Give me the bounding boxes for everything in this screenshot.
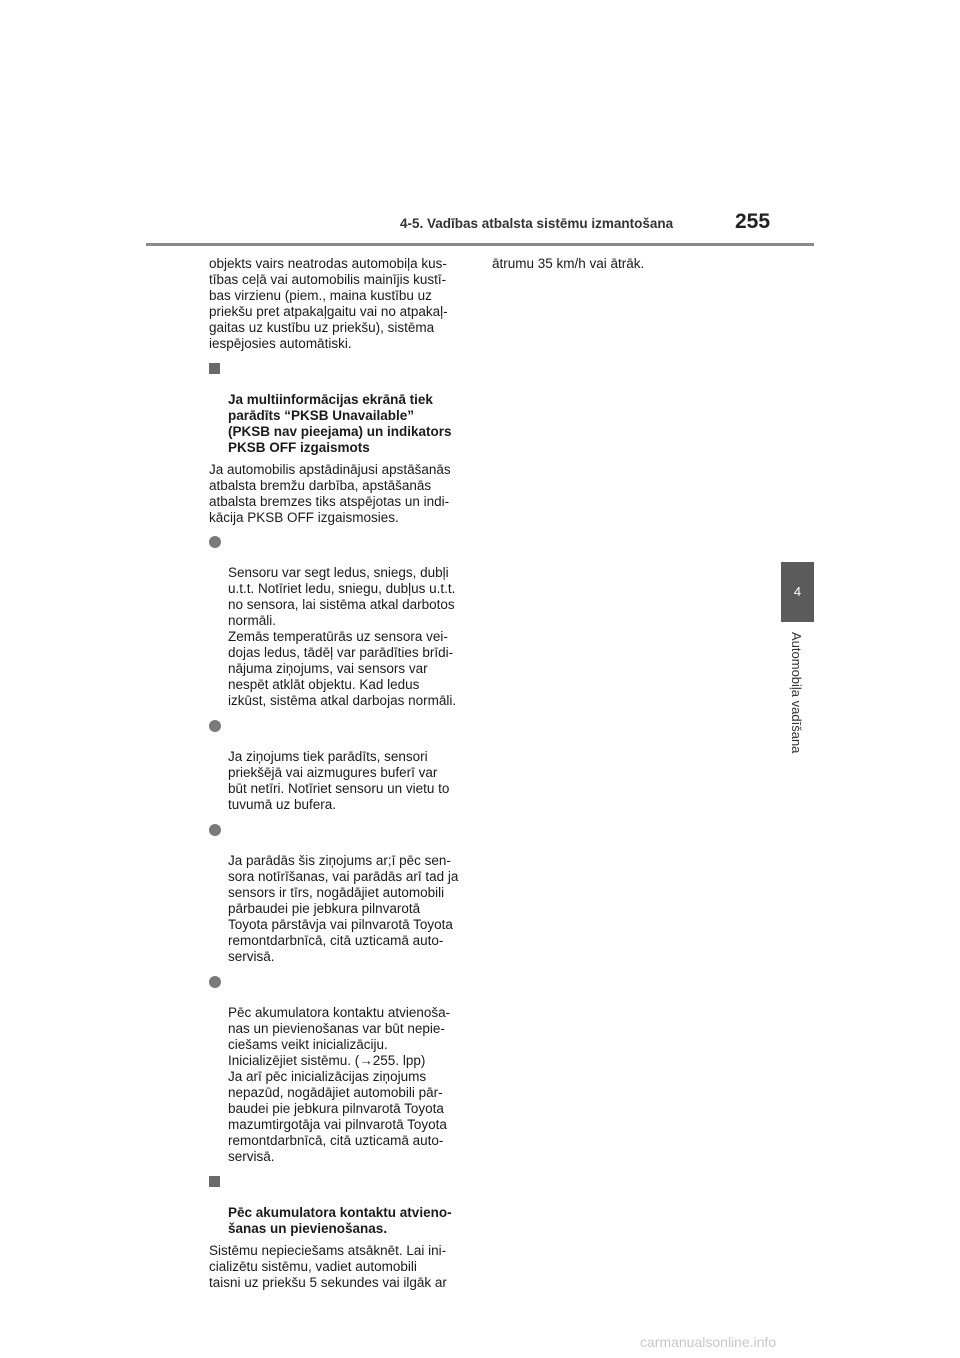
page-number: 255: [735, 210, 771, 233]
circle-bullet-icon: [209, 824, 221, 836]
circle-bullet-icon: [209, 976, 221, 988]
section-paragraph: Sistēmu nepieciešams atsāknēt. Lai ini- cializētu sistēmu, vadiet automobili taisni uz priekšu 5 sekundes vai ilgāk ar: [209, 1243, 447, 1290]
chapter-tab: 4: [781, 562, 814, 622]
left-column: [209, 256, 473, 1298]
list-item-text: Ja ziņojums tiek parādīts, sensori priekšējā vai aizmugures buferī var būt netīri. Notīriet sensoru un vietu to tuvumā uz bufera.: [228, 749, 450, 812]
circle-bullet-icon: [209, 720, 221, 732]
intro-paragraph: objekts vairs neatrodas automobiļa kus- tības ceļā vai automobilis mainījis kustī- bas virzienu (piem., maina kustību uz priekšu pret atpakaļgaitu vai no atpakaļ- gaitas uz kustību uz priekšu), sistēma iespējosies automātiski.: [209, 256, 448, 351]
section-heading: [209, 360, 473, 456]
right-column: [492, 256, 782, 279]
section-heading: [209, 1173, 473, 1237]
continuation-paragraph: ātrumu 35 km/h vai ātrāk.: [492, 256, 645, 271]
section-title: 4-5. Vadības atbalsta sistēmu izmantošana: [400, 216, 674, 231]
section-heading-text: Ja multiinformācijas ekrānā tiek parādīts “PKSB Unavailable” (PKSB nav pieejama) un indikators PKSB OFF izgaismots: [228, 392, 452, 455]
list-item: [209, 973, 473, 1165]
list-item: [209, 533, 473, 709]
list-item: [209, 821, 473, 965]
list-item-text: Pēc akumulatora kontaktu atvienoša- nas un pievienošanas var būt nepie- ciešams veikt inicializāciju. Inicializējiet sistēmu. (→255. lpp) Ja arī pēc inicializācijas ziņojums nepazūd, nogādājiet automobili pār- baudei pie jebkura pilnvarotā Toyota mazumtirgotāja vai pilnvarotā Toyota remontdarbnīcā, citā uzticamā auto- servisā.: [228, 1005, 451, 1164]
section-heading-text: Pēc akumulatora kontaktu atvieno- šanas un pievienošanas.: [228, 1205, 452, 1236]
section-paragraph: Ja automobilis apstādinājusi apstāšanās atbalsta bremžu darbība, apstāšanās atbalsta bremzes tiks atspējotas un indi- kācija PKSB OFF izgaismosies.: [209, 462, 451, 525]
square-bullet-icon: [209, 363, 220, 374]
list-item-text: Sensoru var segt ledus, sniegs, dubļi u.t.t. Notīriet ledu, sniegu, dubļus u.t.t. no sensora, lai sistēma atkal darbotos normāli. Zemās temperatūrās uz sensora vei- dojas ledus, tādēļ var parādīties brīdi- nājuma ziņojums, vai sensors var nespēt atklāt objektu. Kad ledus izkūst, sistēma atkal darbojas normāli.: [228, 565, 457, 708]
chapter-label: Automobiļa vadīšana: [789, 632, 804, 754]
square-bullet-icon: [209, 1176, 220, 1187]
list-item: [209, 717, 473, 813]
list-item-text: Ja parādās šis ziņojums ar;ī pēc sen- sora notīrīšanas, vai parādās arī tad ja sensors ir tīrs, nogādājiet automobili pārbaudei pie jebkura pilnvarotā Toyota pārstāvja vai pilnvarotā Toyota remontdarbnīcā, citā uzticamā auto- servisā.: [228, 853, 459, 964]
watermark: carmanualsonline.info: [640, 1334, 777, 1350]
header-divider: [146, 243, 814, 246]
circle-bullet-icon: [209, 536, 221, 548]
